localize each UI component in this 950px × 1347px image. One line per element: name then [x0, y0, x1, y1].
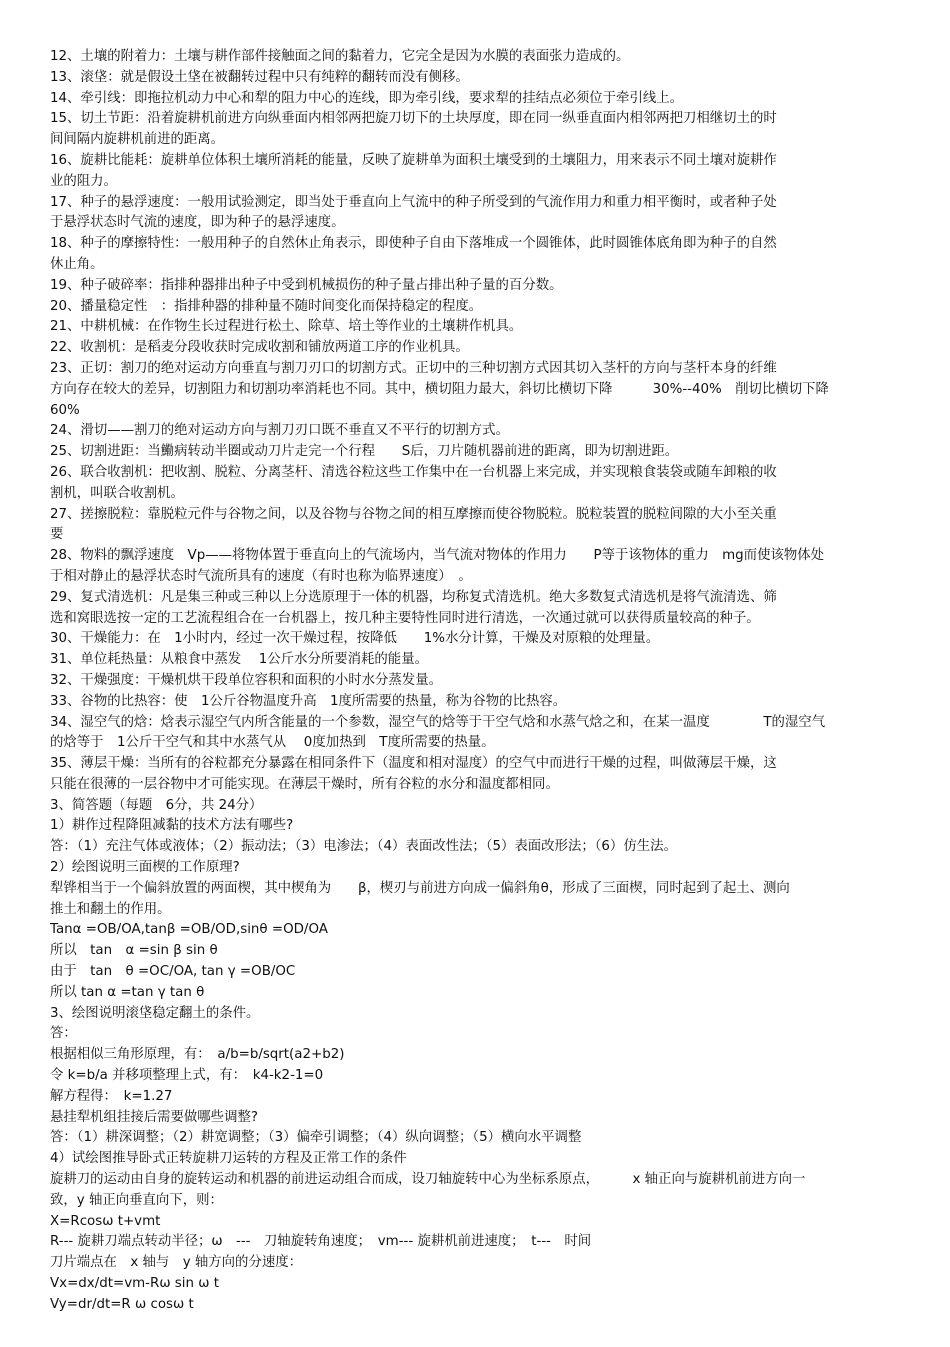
text-line: 27、搓擦脱粒：靠脱粒元件与谷物之间，以及谷物与谷物之间的相互摩擦而使谷物脱粒。脱粒装置的脱粒间隙的大小至关重 [50, 506, 777, 522]
text-line: 12、土壤的附着力：土壤与耕作部件接触面之间的黏着力，它完全是因为水膜的表面张力造成的。 [50, 49, 630, 64]
text-line: 3、简答题（每题 6分，共 24分） [50, 797, 263, 813]
text-line: 33、谷物的比热容：使 1公斤谷物温度升高 1度所需要的热量，称为谷物的比热容。 [50, 693, 567, 709]
text-line: 所以 tan α =tan γ tan θ [50, 984, 205, 1000]
text-line: 32、干燥强度：干燥机烘干段单位容积和面积的小时水分蒸发量。 [50, 672, 442, 688]
text-line: 13、滚垡：就是假设土垡在被翻转过程中只有纯粹的翻转而没有侧移。 [50, 69, 469, 85]
text-line: 只能在很薄的一层谷物中才可能实现。在薄层干燥时，所有谷粒的水分和温度都相同。 [50, 776, 559, 792]
text-line: 选和窝眼选按一定的工艺流程组合在一台机器上，按几种主要特性同时进行清选，一次通过就可以获得质量较高的种子。 [50, 610, 760, 626]
text-line: 19、种子破碎率：指排种器排出种子中受到机械损伤的种子量占排出种子量的百分数。 [50, 277, 563, 293]
text-line: 1）耕作过程降阻减黏的技术方法有哪些? [50, 818, 294, 834]
text-line: 15、切土节距：沿着旋耕机前进方向纵垂面内相邻两把旋刀切下的土块厚度，即在同一纵垂直面内相邻两把刀相继切土的时 [50, 111, 777, 127]
text-line: 刀片端点在 x 轴与 y 轴方向的分速度： [50, 1255, 303, 1271]
text-line: 由于 tan θ =OC/OA, tan γ =OB/OC [50, 964, 296, 980]
text-line: 23、正切：割刀的绝对运动方向垂直与割刀刃口的切割方式。正切中的三种切割方式因其切入茎杆的方向与茎杆本身的纤维 [50, 360, 777, 376]
text-line: 割机，叫联合收割机。 [50, 485, 184, 501]
text-line: R--- 旋耕刀端点转动半径；ω --- 刀轴旋转角速度； vm--- 旋耕机前进速度； t--- 时间 [50, 1234, 592, 1250]
text-line: 方向存在较大的差异，切割阻力和切割功率消耗也不同。其中，横切阻力最大，斜切比横切下降 30%--40% 削切比横切下降 [50, 381, 829, 397]
text-line: 24、滑切——割刀的绝对运动方向与割刀刃口既不垂直又不平行的切割方式。 [50, 423, 509, 439]
text-line: 的焓等于 1公斤干空气和其中水蒸气从 0度加热到 T度所需要的热量。 [50, 735, 495, 751]
text-line: 悬挂犁机组挂接后需要做哪些调整? [50, 1109, 258, 1125]
text-line: 18、种子的摩擦特性：一般用种子的自然休止角表示，即使种子自由下落堆成一个圆锥体，此时圆锥体底角即为种子的自然 [50, 236, 777, 252]
text-line: 17、种子的悬浮速度：一般用试验测定，即当处于垂直向上气流中的种子所受到的气流作用力和重力相平衡时，或者种子处 [50, 194, 777, 210]
text-line: 4）试绘图推导卧式正转旋耕刀运转的方程及正常工作的条件 [50, 1151, 407, 1167]
text-line: Vy=dr/dt=R ω cosω t [50, 1296, 194, 1312]
text-line: 30、干燥能力：在 1小时内，经过一次干燥过程，按降低 1%水分计算，干燥及对原粮的处理量。 [50, 631, 660, 647]
text-line: Vx=dx/dt=vm-Rω sin ω t [50, 1276, 219, 1292]
text-line: 致，y 轴正向垂直向下，则： [50, 1192, 223, 1208]
text-line: Tanα =OB/OA,tanβ =OB/OD,sinθ =OD/OA [50, 922, 328, 938]
text-line: 解方程得： k=1.27 [50, 1088, 173, 1104]
text-line: 16、旋耕比能耗：旋耕单位体积土壤所消耗的能量，反映了旋耕单为面积土壤受到的土壤阻力，用来表示不同土壤对旋耕作 [50, 152, 777, 168]
text-line: 14、牵引线：即拖拉机动力中心和犁的阻力中心的连线，即为牵引线，要求犁的挂结点必须位于牵引线上。 [50, 90, 684, 106]
text-line: 20、播量稳定性 ：指排种器的排种量不随时间变化而保持稳定的程度。 [50, 298, 483, 314]
text-line: 于相对静止的悬浮状态时气流所具有的速度（有时也称为临界速度） 。 [50, 568, 472, 584]
text-line: 22、收割机：是稻麦分段收获时完成收割和铺放两道工序的作业机具。 [50, 340, 469, 356]
text-line: 于悬浮状态时气流的速度，即为种子的悬浮速度。 [50, 215, 345, 231]
text-line: 答： [50, 1026, 77, 1042]
text-line: 26、联合收割机：把收割、脱粒、分离茎杆、清选谷粒这些工作集中在一台机器上来完成，并实现粮食装袋或随车卸粮的收 [50, 464, 777, 480]
text-line: 35、薄层干燥：当所有的谷粒都充分暴露在相同条件下（温度和相对湿度）的空气中而进行干燥的过程，叫做薄层干燥，这 [50, 756, 777, 772]
text-line: 3、绘图说明滚垡稳定翻土的条件。 [50, 1005, 260, 1021]
document-page [50, 47, 900, 1316]
text-line: 推土和翻土的作用。 [50, 901, 171, 917]
text-line: 犁铧相当于一个偏斜放置的两面楔，其中楔角为 β，楔刃与前进方向成一偏斜角θ，形成了三面楔，同时起到了起土、测向 [50, 880, 790, 896]
text-line: 间间隔内旋耕机前进的距离。 [50, 132, 225, 148]
text-line: 根据相似三角形原理，有： a/b=b/sqrt(a2+b2) [50, 1047, 345, 1063]
text-line: 答：（1）耕深调整；（2）耕宽调整；（3）偏牵引调整；（4）纵向调整；（5）横向水平调整 [50, 1130, 582, 1146]
text-line: 31、单位耗热量：从粮食中蒸发 1公斤水分所要消耗的能量。 [50, 652, 428, 668]
text-line: 28、物料的飘浮速度 Vp——将物体置于垂直向上的气流场内，当气流对物体的作用力 P等于该物体的重力 mg而使该物体处 [50, 548, 825, 564]
text-line: X=Rcosω t+vmt [50, 1213, 161, 1229]
text-line: 休止角。 [50, 256, 104, 272]
text-line: 业的阻力。 [50, 173, 117, 189]
text-line: 答：（1）充注气体或液体；（2）振动法；（3）电渗法；（4）表面改性法；（5）表面改形法；（6）仿生法。 [50, 839, 677, 855]
text-line: 2）绘图说明三面楔的工作原理? [50, 860, 240, 876]
text-line: 令 k=b/a 并移项整理上式，有： k4-k2-1=0 [50, 1068, 324, 1084]
text-line: 29、复式清选机：凡是集三种或三种以上分选原理于一体的机器，均称复式清选机。绝大多数复式清选机是将气流清选、筛 [50, 589, 777, 605]
text-line: 要 [50, 527, 64, 543]
text-line: 34、湿空气的焓：焓表示湿空气内所含能量的一个参数，湿空气的焓等于干空气焓和水蒸气焓之和，在某一温度 T的湿空气 [50, 714, 826, 730]
text-line: 旋耕刀的运动由自身的旋转运动和机器的前进运动组合而成，设刀轴旋转中心为坐标系原点， x 轴正向与旋耕机前进方向一 [50, 1172, 806, 1188]
text-line: 21、中耕机械：在作物生长过程进行松土、除草、培土等作业的土壤耕作机具。 [50, 319, 523, 335]
text-line: 所以 tan α =sin β sin θ [50, 943, 218, 959]
text-line: 25、切割进距：当鰳病转动半圈或动刀片走完一个行程 S后，刀片随机器前进的距离，即为切割进距。 [50, 444, 679, 460]
text-line: 60% [50, 402, 80, 418]
